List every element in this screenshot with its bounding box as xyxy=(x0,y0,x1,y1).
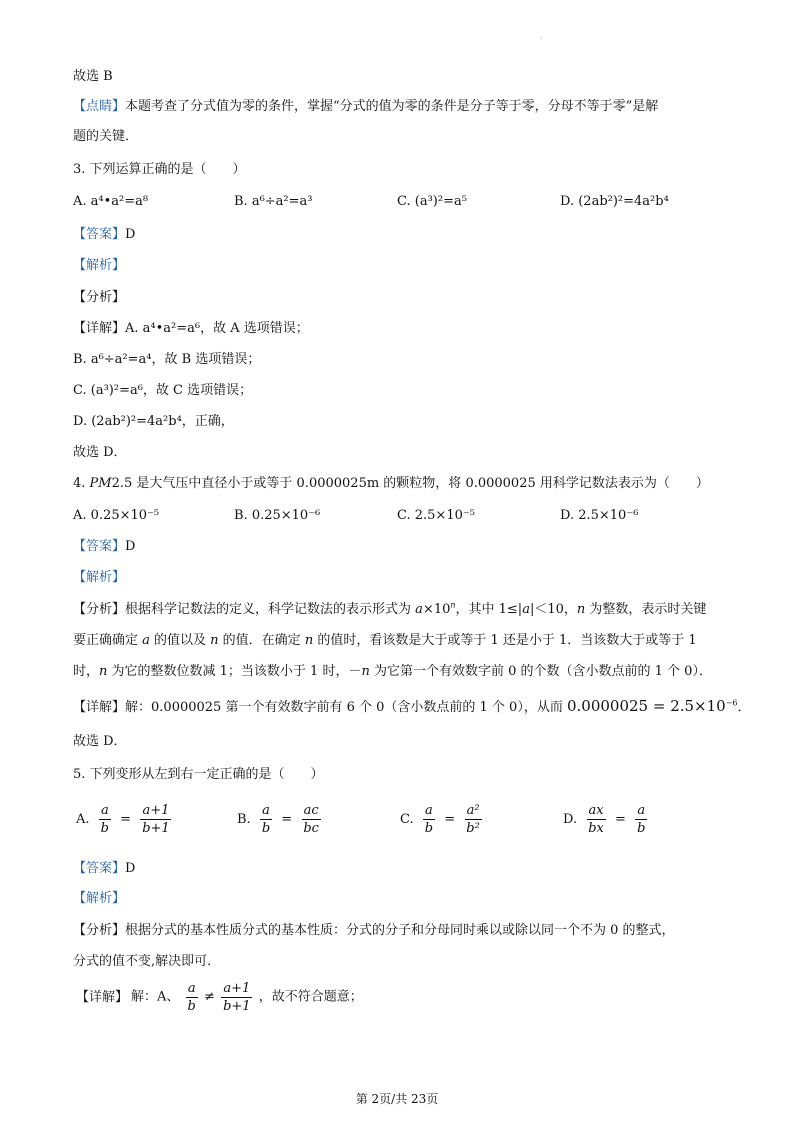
fraction xyxy=(221,980,253,1015)
question-4 xyxy=(73,475,709,493)
detail-b-tail: ，故 B 选项错误； xyxy=(151,352,261,367)
q4-number: 4. xyxy=(73,476,90,491)
var-n: n xyxy=(210,633,219,648)
text: 时， xyxy=(73,664,100,679)
q4-text: 2.5 是大气压中直径小于或等于 0.0000025m 的颗粒物，将 0.0000025 用科学记数法表示为（ ） xyxy=(111,476,709,491)
q4-detail xyxy=(73,697,751,717)
var-a: a xyxy=(142,633,150,648)
detail-d-expr: D. (2ab²)²=4a²b⁴ xyxy=(73,414,182,429)
numerator: ac xyxy=(303,803,319,818)
var-n: n xyxy=(304,633,314,648)
detail-a-expr: A. a⁴•a²=a⁶ xyxy=(125,321,201,336)
answer-value: D xyxy=(125,861,136,876)
numerator: a+1 xyxy=(142,803,170,818)
fraction xyxy=(464,802,482,837)
text: 解：0.0000025 第一个有效数字前有 6 个 0（含小数点前的 1 个 0），从而 xyxy=(125,700,567,715)
q4-answer xyxy=(73,538,135,556)
text: 为它第一个有效数字前 0 的个数（含小数点前的 1 个 0）． xyxy=(369,664,712,679)
q4-pm: PM xyxy=(89,476,112,491)
q3-choose: 故选 D． xyxy=(73,445,127,460)
q3-option-d: D. (2ab²)²=4a²b⁴ xyxy=(560,194,669,209)
q5-answer xyxy=(73,860,135,878)
q5-option-c xyxy=(397,802,484,837)
numerator: a xyxy=(637,803,646,818)
text: 根据科学记数法的定义，科学记数法的表示形式为 xyxy=(125,602,416,617)
option-label: B. xyxy=(237,811,251,827)
exponent: −6 xyxy=(725,698,738,708)
fraction xyxy=(260,802,272,837)
q5-option-d xyxy=(560,802,649,837)
denominator: b² xyxy=(466,821,480,836)
dianjing-line-2: 题的关键． xyxy=(73,129,139,144)
var-a: a xyxy=(415,602,423,617)
detail-c-expr: C. (a³)²=a⁶ xyxy=(73,383,143,398)
numerator: a xyxy=(187,981,196,996)
numerator: ax xyxy=(588,803,604,818)
text: 为它的整数位数减 1；当该数小于 1 时，－ xyxy=(107,664,362,679)
var-n: n xyxy=(450,600,456,610)
text: ，故不符合题意； xyxy=(258,989,363,1005)
sci-notation: 0.0000025 = 2.5×10 xyxy=(566,697,726,715)
text: 的值以及 xyxy=(149,633,211,648)
option-label: D. xyxy=(563,811,578,827)
question-5: 5. 下列变形从左到右一定正确的是（ ） xyxy=(73,767,324,782)
text: 为整数，表示时关键 xyxy=(585,602,707,617)
answer-tag: 【答案】 xyxy=(73,539,126,554)
q3-detail-b xyxy=(73,351,260,369)
text: |＜10， xyxy=(529,602,577,617)
denominator: b xyxy=(637,821,646,836)
fraction xyxy=(635,802,647,837)
text: ×10 xyxy=(422,602,451,617)
q4-fenxi-line-1 xyxy=(73,601,706,619)
numerator: a xyxy=(100,803,109,818)
operator: = xyxy=(281,811,293,827)
operator: = xyxy=(120,811,132,827)
q5-option-b xyxy=(234,802,323,837)
q4-option-b: B. 0.25×10⁻⁶ xyxy=(234,508,321,523)
q4-option-a: A. 0.25×10⁻⁵ xyxy=(73,508,160,523)
var-a: a xyxy=(522,602,530,617)
denominator: b xyxy=(100,821,109,836)
text: 解：A、 xyxy=(131,989,180,1005)
denominator: bc xyxy=(303,821,319,836)
numerator: a² xyxy=(466,803,480,818)
fenxi-tag: 【分析】 xyxy=(73,923,126,938)
var-n: n xyxy=(361,664,370,679)
q3-fenxi: 【分析】 xyxy=(73,290,126,305)
answer-tag: 【答案】 xyxy=(73,861,126,876)
answer-value: D xyxy=(125,539,136,554)
q4-fenxi-line-3 xyxy=(73,663,712,681)
q3-answer xyxy=(73,226,135,244)
page-footer: 第 2页/共 23页 xyxy=(355,1092,439,1106)
option-label: A. xyxy=(76,811,90,827)
q4-jiexi: 【解析】 xyxy=(73,570,126,585)
q3-jiexi: 【解析】 xyxy=(73,258,126,273)
fraction xyxy=(186,980,198,1015)
text: ． xyxy=(737,700,751,715)
numerator: a xyxy=(262,803,270,818)
question-3: 3. 下列运算正确的是（ ） xyxy=(73,162,246,177)
denominator: b xyxy=(261,821,271,836)
q4-choose: 故选 D． xyxy=(73,734,127,749)
fraction xyxy=(423,802,435,837)
fenxi-tag: 【分析】 xyxy=(73,602,126,617)
q4-fenxi-line-2 xyxy=(73,632,697,650)
answer-tag: 【答案】 xyxy=(73,227,126,242)
q5-fenxi-line-1 xyxy=(73,922,675,940)
detail-b-expr: B. a⁶÷a²=a⁴ xyxy=(73,352,152,367)
denominator: b xyxy=(187,999,196,1014)
option-label: C. xyxy=(400,811,414,827)
text: 的值时，看该数是大于或等于 1 还是小于 1．当该数大于或等于 1 xyxy=(313,633,697,648)
q5-fenxi-line-2: 分式的值不变,解决即可． xyxy=(73,954,221,969)
answer-value: D xyxy=(125,227,136,242)
text: ，其中 1≤| xyxy=(455,602,523,617)
xiangjie-tag: 【详解】 xyxy=(76,989,129,1005)
fraction xyxy=(140,802,172,837)
operator: = xyxy=(615,811,626,827)
fraction xyxy=(99,802,111,837)
denominator: b+1 xyxy=(142,821,170,836)
denominator: b+1 xyxy=(223,999,251,1014)
xiangjie-tag: 【详解】 xyxy=(73,700,126,715)
q5-detail-a xyxy=(73,980,363,1015)
q3-detail-d xyxy=(73,413,234,431)
denominator: b xyxy=(424,821,434,836)
var-n: n xyxy=(99,664,108,679)
operator: = xyxy=(444,811,456,827)
detail-a-tail: ，故 A 选项错误； xyxy=(200,321,309,336)
fraction xyxy=(586,802,606,837)
q5-option-a xyxy=(73,802,174,837)
dianjing-line xyxy=(73,98,658,116)
q4-option-d: D. 2.5×10⁻⁶ xyxy=(560,508,639,523)
q3-detail-c xyxy=(73,382,252,400)
dianjing-tag: 【点睛】 xyxy=(73,99,126,114)
q3-option-c: C. (a³)²=a⁵ xyxy=(397,194,467,209)
fraction xyxy=(301,802,321,837)
dianjing-text: 本题考查了分式值为零的条件，掌握“分式的值为零的条件是分子等于零，分母不等于零”是解 xyxy=(125,99,659,114)
detail-c-tail: ，故 C 选项错误； xyxy=(142,383,253,398)
var-n: n xyxy=(576,602,586,617)
corner-dot: · xyxy=(540,34,543,43)
q3-option-a: A. a⁴•a²=a⁸ xyxy=(73,194,149,209)
q4-option-c: C. 2.5×10⁻⁵ xyxy=(397,508,475,523)
operator: ≠ xyxy=(204,989,215,1005)
text: 根据分式的基本性质分式的基本性质：分式的分子和分母同时乘以或除以同一个不为 0 的整式， xyxy=(125,923,675,938)
numerator: a xyxy=(425,803,433,818)
xiangjie-tag: 【详解】 xyxy=(73,321,126,336)
conclusion-line: 故选 B xyxy=(73,69,113,84)
q5-jiexi: 【解析】 xyxy=(73,891,126,906)
text: 要正确确定 xyxy=(73,633,143,648)
detail-d-tail: ，正确， xyxy=(181,414,234,429)
numerator: a+1 xyxy=(223,981,251,996)
q3-detail-a xyxy=(73,320,309,338)
q3-option-b: B. a⁶÷a²=a³ xyxy=(234,194,313,209)
denominator: bx xyxy=(588,821,604,836)
text: 的值．在确定 xyxy=(218,633,305,648)
